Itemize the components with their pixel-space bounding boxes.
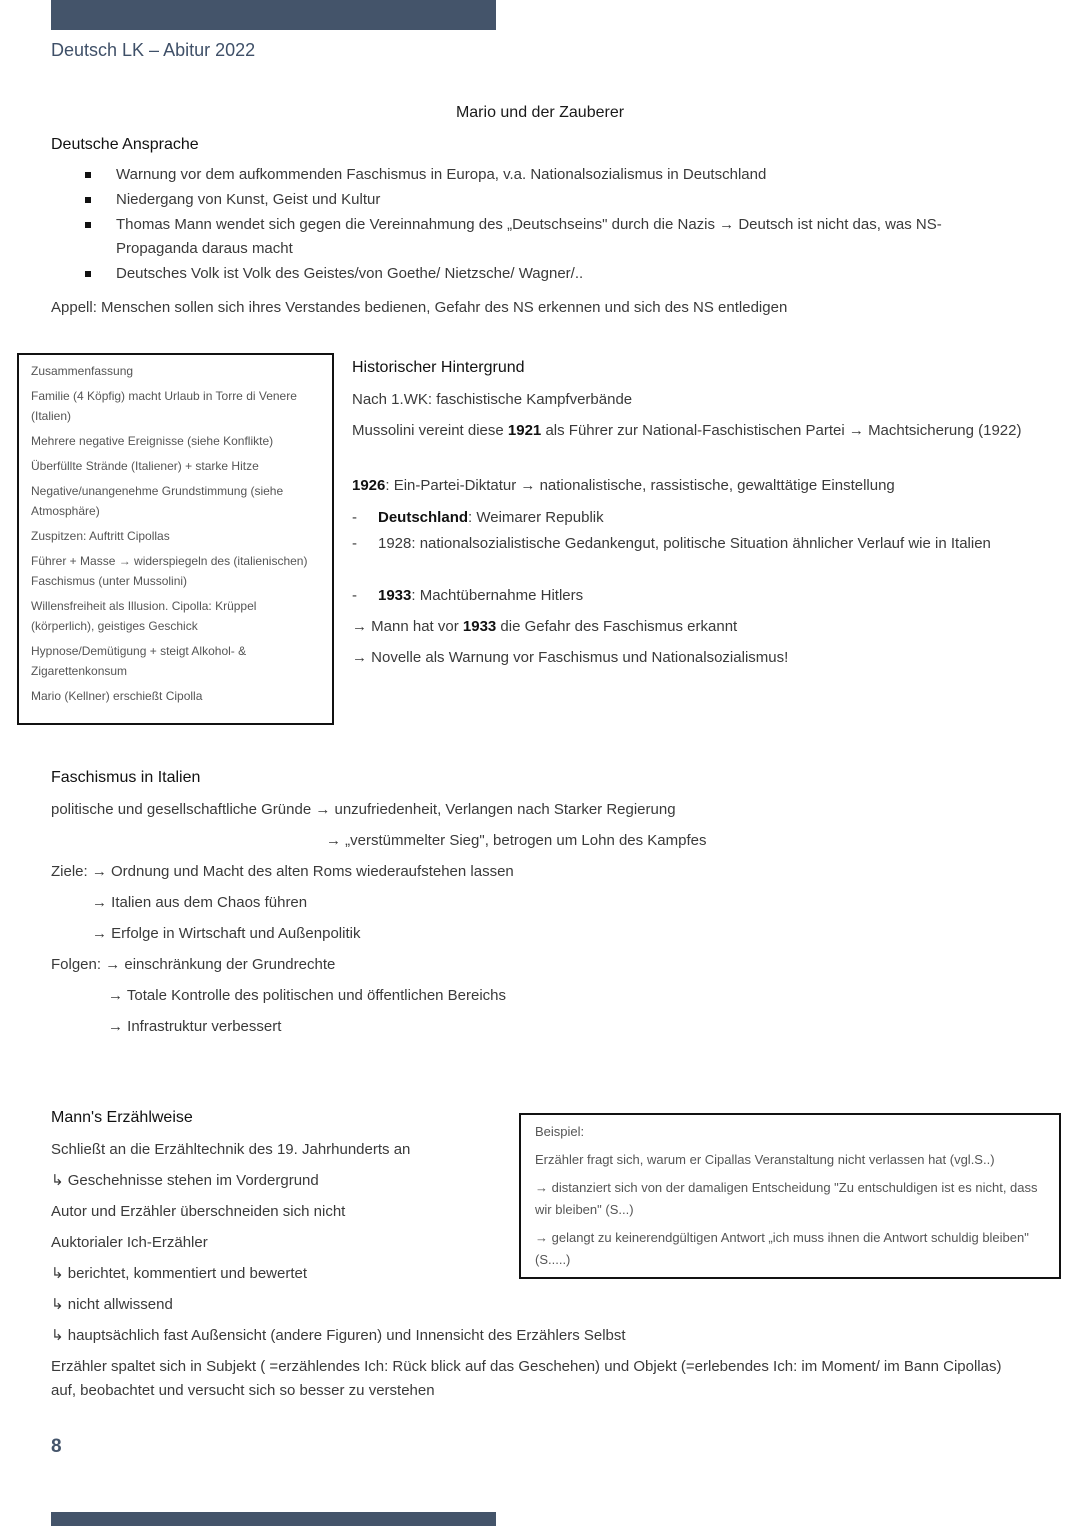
- course-label: Deutsch LK – Abitur 2022: [51, 40, 256, 60]
- section-heading-history: Historischer Hintergrund: [352, 359, 525, 376]
- summary-box: [17, 353, 334, 725]
- erzaehl-line: Schließt an die Erzähltechnik des 19. Jahrhunderts an: [51, 1141, 411, 1158]
- bullet-square-icon: [85, 222, 91, 228]
- erzaehl-line: ↳ nicht allwissend: [51, 1296, 173, 1313]
- history-line: Mussolini vereint diese 1921 als Führer zur National-Faschistischen Partei → Machtsicherung (1922): [352, 422, 1022, 439]
- erzaehl-line: ↳ hauptsächlich fast Außensicht (andere Figuren) und Innensicht des Erzählers Selbst: [51, 1327, 626, 1344]
- summary-line: Zusammenfassung: [31, 364, 134, 378]
- list-item: Deutsches Volk ist Volk des Geistes/von Goethe/ Nietzsche/ Wagner/..: [83, 262, 1013, 286]
- section-heading-ansprache: Deutsche Ansprache: [51, 136, 199, 153]
- history-line: Nach 1.WK: faschistische Kampfverbände: [352, 391, 633, 408]
- bullet-square-icon: [85, 197, 91, 203]
- list-item: Thomas Mann wendet sich gegen die Vereinnahmung des „Deutschseins" durch die Nazis → Deutsch ist nicht das, was NS-Propaganda daraus macht: [83, 213, 1013, 261]
- header-bar: [51, 0, 496, 30]
- italien-line: → Totale Kontrolle des politischen und öffentlichen Bereichs: [108, 987, 507, 1004]
- erzaehl-line: Autor und Erzähler überschneiden sich nicht: [51, 1203, 346, 1220]
- section-heading-erzaehlweise: Mann's Erzählweise: [51, 1109, 193, 1126]
- example-line: → distanziert sich von der damaligen Entscheidung "Zu entschuldigen ist es nicht, dass wir bleiben" (S...): [535, 1180, 1038, 1217]
- summary-line: Willensfreiheit als Illusion. Cipolla: Krüppel (körperlich), geistiges Geschick: [31, 599, 257, 633]
- erzaehl-line: Erzähler spaltet sich in Subjekt ( =erzählendes Ich: Rück blick auf das Geschehen) und Objekt (=erlebendes Ich: im Moment/ im Bann Cipollas) auf, beobachtet und versucht sich so besser zu verstehen: [51, 1358, 1002, 1399]
- page-number: 8: [51, 1436, 62, 1457]
- history-line: - Deutschland: Weimarer Republik: [352, 509, 604, 526]
- summary-line: Mario (Kellner) erschießt Cipolla: [31, 689, 203, 703]
- summary-line: Familie (4 Köpfig) macht Urlaub in Torre di Venere (Italien): [31, 389, 297, 423]
- page-title: Mario und der Zauberer: [455, 104, 625, 121]
- summary-line: Überfüllte Strände (Italiener) + starke Hitze: [31, 459, 259, 473]
- section-heading-italien: Faschismus in Italien: [51, 769, 201, 786]
- example-line: Erzähler fragt sich, warum er Cipallas Veranstaltung nicht verlassen hat (vgl.S..): [535, 1152, 995, 1167]
- italien-line: → „verstümmelter Sieg", betrogen um Lohn des Kampfes: [326, 832, 707, 849]
- history-line: - 1933: Machtübernahme Hitlers: [352, 587, 584, 604]
- italien-line: Ziele: → Ordnung und Macht des alten Roms wiederaufstehen lassen: [51, 863, 514, 880]
- summary-line: Mehrere negative Ereignisse (siehe Konflikte): [31, 434, 274, 448]
- italien-line: → Erfolge in Wirtschaft und Außenpolitik: [92, 925, 361, 942]
- italien-line: politische und gesellschaftliche Gründe → unzufriedenheit, Verlangen nach Starker Regierung: [51, 801, 676, 818]
- list-item: Warnung vor dem aufkommenden Faschismus in Europa, v.a. Nationalsozialismus in Deutschland: [83, 163, 1013, 187]
- erzaehl-line: ↳ Geschehnisse stehen im Vordergrund: [51, 1172, 319, 1189]
- example-line: → gelangt zu keinerendgültigen Antwort „ich muss ihnen die Antwort schuldig bleiben" (S.....): [535, 1230, 1029, 1267]
- summary-line: Zuspitzen: Auftritt Cipollas: [31, 529, 170, 543]
- italien-line: Folgen: → einschränkung der Grundrechte: [51, 956, 336, 973]
- ansprache-bullet-list: [83, 163, 1013, 287]
- history-line: - 1928: nationalsozialistische Gedankengut, politische Situation ähnlicher Verlauf wie in Italien: [352, 535, 991, 552]
- bullet-square-icon: [85, 172, 91, 178]
- summary-line: Negative/unangenehme Grundstimmung (siehe Atmosphäre): [31, 484, 284, 518]
- example-box: [519, 1113, 1061, 1279]
- erzaehl-line: ↳ berichtet, kommentiert und bewertet: [51, 1265, 308, 1282]
- summary-line: Hypnose/Demütigung + steigt Alkohol- & Zigarettenkonsum: [31, 644, 247, 678]
- italien-line: → Italien aus dem Chaos führen: [92, 894, 308, 911]
- italien-line: → Infrastruktur verbessert: [108, 1018, 282, 1035]
- summary-line: Führer + Masse → widerspiegeln des (italienischen) Faschismus (unter Mussolini): [31, 554, 308, 588]
- appell-text: Appell: Menschen sollen sich ihres Verstandes bedienen, Gefahr des NS erkennen und sich des NS entledigen: [51, 299, 788, 316]
- history-line: 1926: Ein-Partei-Diktatur → nationalistische, rassistische, gewalttätige Einstellung: [352, 477, 895, 494]
- erzaehl-line: Auktorialer Ich-Erzähler: [51, 1234, 208, 1251]
- list-item: Niedergang von Kunst, Geist und Kultur: [83, 188, 1013, 212]
- bullet-square-icon: [85, 271, 91, 277]
- history-line: → Mann hat vor 1933 die Gefahr des Faschismus erkannt: [352, 618, 738, 635]
- example-line: Beispiel:: [535, 1124, 585, 1139]
- history-line: → Novelle als Warnung vor Faschismus und Nationalsozialismus!: [352, 649, 789, 666]
- footer-bar: [51, 1512, 496, 1526]
